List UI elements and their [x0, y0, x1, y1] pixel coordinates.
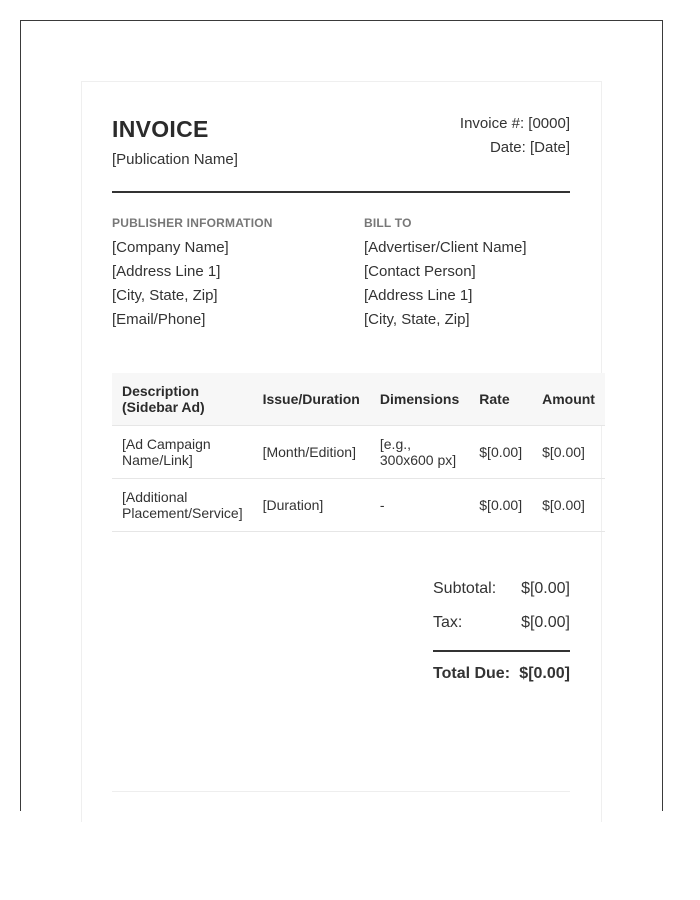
publisher-company: [Company Name]: [112, 239, 229, 256]
publisher-contact: [Email/Phone]: [112, 311, 206, 328]
bill-to-heading: BILL TO: [364, 216, 412, 230]
invoice-title: INVOICE: [112, 116, 209, 142]
footer-divider: [112, 791, 570, 792]
bill-to-city: [City, State, Zip]: [364, 311, 470, 328]
bill-to-block: [364, 236, 527, 332]
cell-dimensions: [e.g., 300x600 px]: [370, 426, 469, 479]
publisher-city: [City, State, Zip]: [112, 287, 218, 304]
bill-to-client: [Advertiser/Client Name]: [364, 239, 527, 256]
cell-description: [Additional Placement/Service]: [112, 479, 253, 532]
tax-label: Tax:: [433, 614, 463, 631]
bill-to-address: [Address Line 1]: [364, 287, 473, 304]
col-dimensions: Dimensions: [370, 373, 469, 426]
subtotal-value: $[0.00]: [521, 580, 570, 597]
cell-description: [Ad Campaign Name/Link]: [112, 426, 253, 479]
cell-issue-duration: [Month/Edition]: [253, 426, 370, 479]
table-header-row: [112, 373, 605, 426]
publisher-heading: PUBLISHER INFORMATION: [112, 216, 273, 230]
tax-value: $[0.00]: [521, 614, 570, 631]
invoice-number: Invoice #: [0000]: [459, 115, 570, 132]
table-row: [112, 479, 605, 532]
publication-name: [Publication Name]: [112, 151, 238, 168]
subtotal-label: Subtotal:: [433, 580, 497, 597]
cell-rate: $[0.00]: [469, 479, 532, 532]
col-issue-duration: Issue/Duration: [253, 373, 370, 426]
cell-dimensions: -: [370, 479, 469, 532]
header-divider: [112, 191, 570, 193]
total-due-value: $[0.00]: [519, 665, 570, 682]
totals-divider: [433, 650, 570, 652]
total-due-label: Total Due:: [433, 665, 511, 682]
col-amount: Amount: [532, 373, 605, 426]
bill-to-contact: [Contact Person]: [364, 263, 476, 280]
line-items-table: [112, 373, 605, 532]
publisher-address: [Address Line 1]: [112, 263, 221, 280]
publisher-block: [112, 236, 229, 332]
invoice-date: Date: [Date]: [489, 139, 570, 156]
cell-issue-duration: [Duration]: [253, 479, 370, 532]
cell-rate: $[0.00]: [469, 426, 532, 479]
col-description: Description (Sidebar Ad): [112, 373, 253, 426]
table-row: [112, 426, 605, 479]
col-rate: Rate: [469, 373, 532, 426]
cell-amount: $[0.00]: [532, 426, 605, 479]
cell-amount: $[0.00]: [532, 479, 605, 532]
